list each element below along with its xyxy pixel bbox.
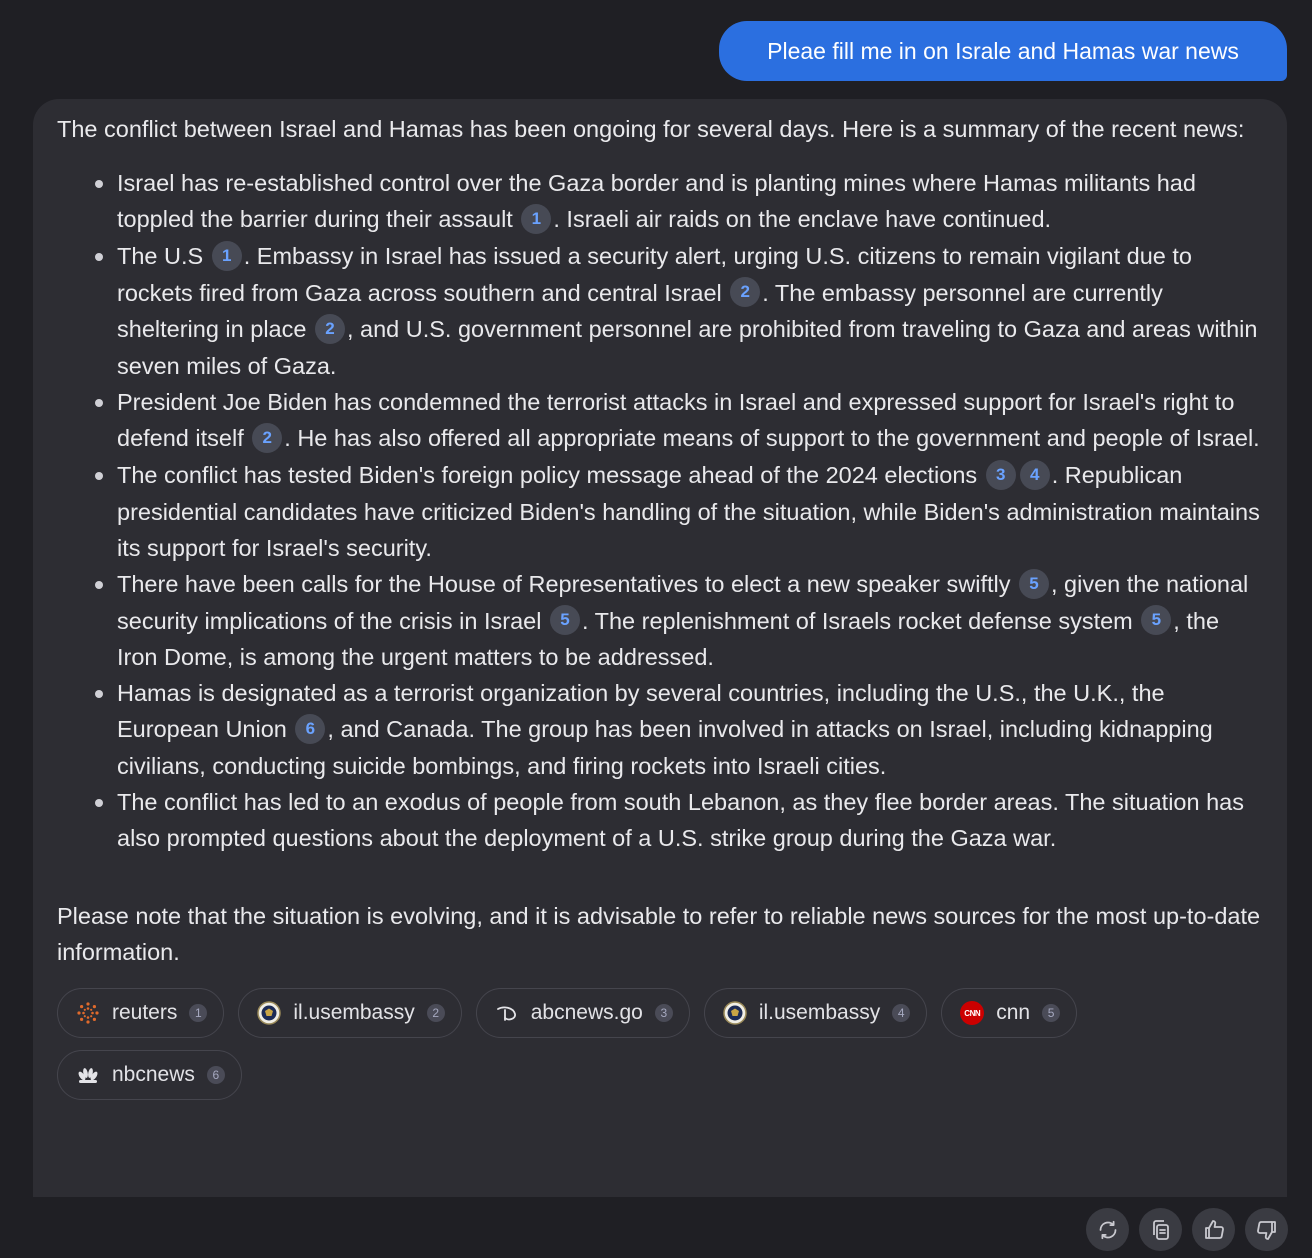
source-number-badge: 2: [427, 1004, 445, 1022]
copy-icon: [1149, 1218, 1173, 1242]
source-chip-abcnews[interactable]: abcnews.go 3: [476, 988, 690, 1038]
copy-button[interactable]: [1139, 1208, 1182, 1251]
citation-badge[interactable]: 4: [1020, 460, 1050, 490]
user-message-bubble: [719, 21, 1287, 81]
refresh-icon: [1096, 1218, 1120, 1242]
thumbs-up-button[interactable]: [1192, 1208, 1235, 1251]
source-number-badge: 3: [655, 1004, 673, 1022]
answer-intro: The conflict between Israel and Hamas has been ongoing for several days. Here is a summary of the recent news:: [57, 116, 1245, 142]
source-chip-cnn[interactable]: CNN cnn 5: [941, 988, 1077, 1038]
answer-bullet-list: [57, 165, 1263, 856]
citation-badge[interactable]: 2: [315, 314, 345, 344]
bullet-item: There have been calls for the House of Representatives to elect a new speaker swiftly 5 , given the national security implications of the crisis in Israel 5 . The replenishment of Israels rocket defense system 5 , the Iron Dome, is among the urgent matters to be addressed.: [57, 566, 1263, 676]
citation-badge[interactable]: 6: [295, 714, 325, 744]
bullet-item: Hamas is designated as a terrorist organization by several countries, including the U.S., the U.K., the European Union 6 , and Canada. The group has been involved in attacks on Israel, including kidnapping civilians, conducting suicide bombings, and firing rockets into Israeli cities.: [57, 675, 1263, 784]
citation-badge[interactable]: 5: [550, 605, 580, 635]
source-chip-reuters[interactable]: reuters 1: [57, 988, 224, 1038]
thumbs-down-button[interactable]: [1245, 1208, 1288, 1251]
bullet-item: President Joe Biden has condemned the terrorist attacks in Israel and expressed support for Israel's right to defend itself 2 . He has also offered all appropriate means of support to the government and people of Israel.: [57, 384, 1263, 457]
regenerate-button[interactable]: [1086, 1208, 1129, 1251]
citation-badge[interactable]: 5: [1141, 605, 1171, 635]
citation-badge[interactable]: 3: [986, 460, 1016, 490]
bullet-item: The conflict has led to an exodus of people from south Lebanon, as they flee border areas. The situation has also prompted questions about the deployment of a U.S. strike group during the Gaza war.: [57, 784, 1263, 856]
answer-closing: Please note that the situation is evolving, and it is advisable to refer to reliable news sources for the most up-to-date information.: [57, 903, 1261, 966]
source-chip-il-usembassy[interactable]: il.usembassy 4: [704, 988, 927, 1038]
user-message-text: Pleae fill me in on Israle and Hamas war news: [767, 37, 1239, 64]
source-number-badge: 5: [1042, 1004, 1060, 1022]
us-seal-icon: [257, 1001, 281, 1025]
us-seal-icon: [723, 1001, 747, 1025]
source-chip-nbcnews[interactable]: nbcnews 6: [57, 1050, 242, 1100]
nbc-peacock-icon: [76, 1063, 100, 1087]
bullet-item: Israel has re-established control over the Gaza border and is planting mines where Hamas militants had toppled the barrier during their assault 1 . Israeli air raids on the enclave have continued.: [57, 165, 1263, 238]
source-chips: [57, 988, 1117, 1100]
source-number-badge: 1: [189, 1004, 207, 1022]
citation-badge[interactable]: 1: [212, 241, 242, 271]
bullet-item: The conflict has tested Biden's foreign policy message ahead of the 2024 elections 3 4 . Republican presidential candidates have criticized Biden's handling of the situation, while Biden's administration maintains its support for Israel's security.: [57, 457, 1263, 566]
citation-badge[interactable]: 5: [1019, 569, 1049, 599]
assistant-answer-card: [33, 99, 1287, 1197]
thumbs-up-icon: [1202, 1218, 1226, 1242]
bullet-item: The U.S 1 . Embassy in Israel has issued a security alert, urging U.S. citizens to remain vigilant due to rockets fired from Gaza across southern and central Israel 2 . The embassy personnel are currently sheltering in place 2 , and U.S. government personnel are prohibited from traveling to Gaza and areas within seven miles of Gaza.: [57, 238, 1263, 384]
source-number-badge: 4: [892, 1004, 910, 1022]
message-actions: [1086, 1208, 1288, 1251]
citation-badge[interactable]: 1: [521, 204, 551, 234]
source-number-badge: 6: [207, 1066, 225, 1084]
reuters-logo-icon: [76, 1001, 100, 1025]
cnn-logo-icon: CNN: [960, 1001, 984, 1025]
citation-badge[interactable]: 2: [730, 277, 760, 307]
thumbs-down-icon: [1255, 1218, 1279, 1242]
citation-badge[interactable]: 2: [252, 423, 282, 453]
source-chip-il-usembassy[interactable]: il.usembassy 2: [238, 988, 461, 1038]
disney-logo-icon: [495, 1001, 519, 1025]
